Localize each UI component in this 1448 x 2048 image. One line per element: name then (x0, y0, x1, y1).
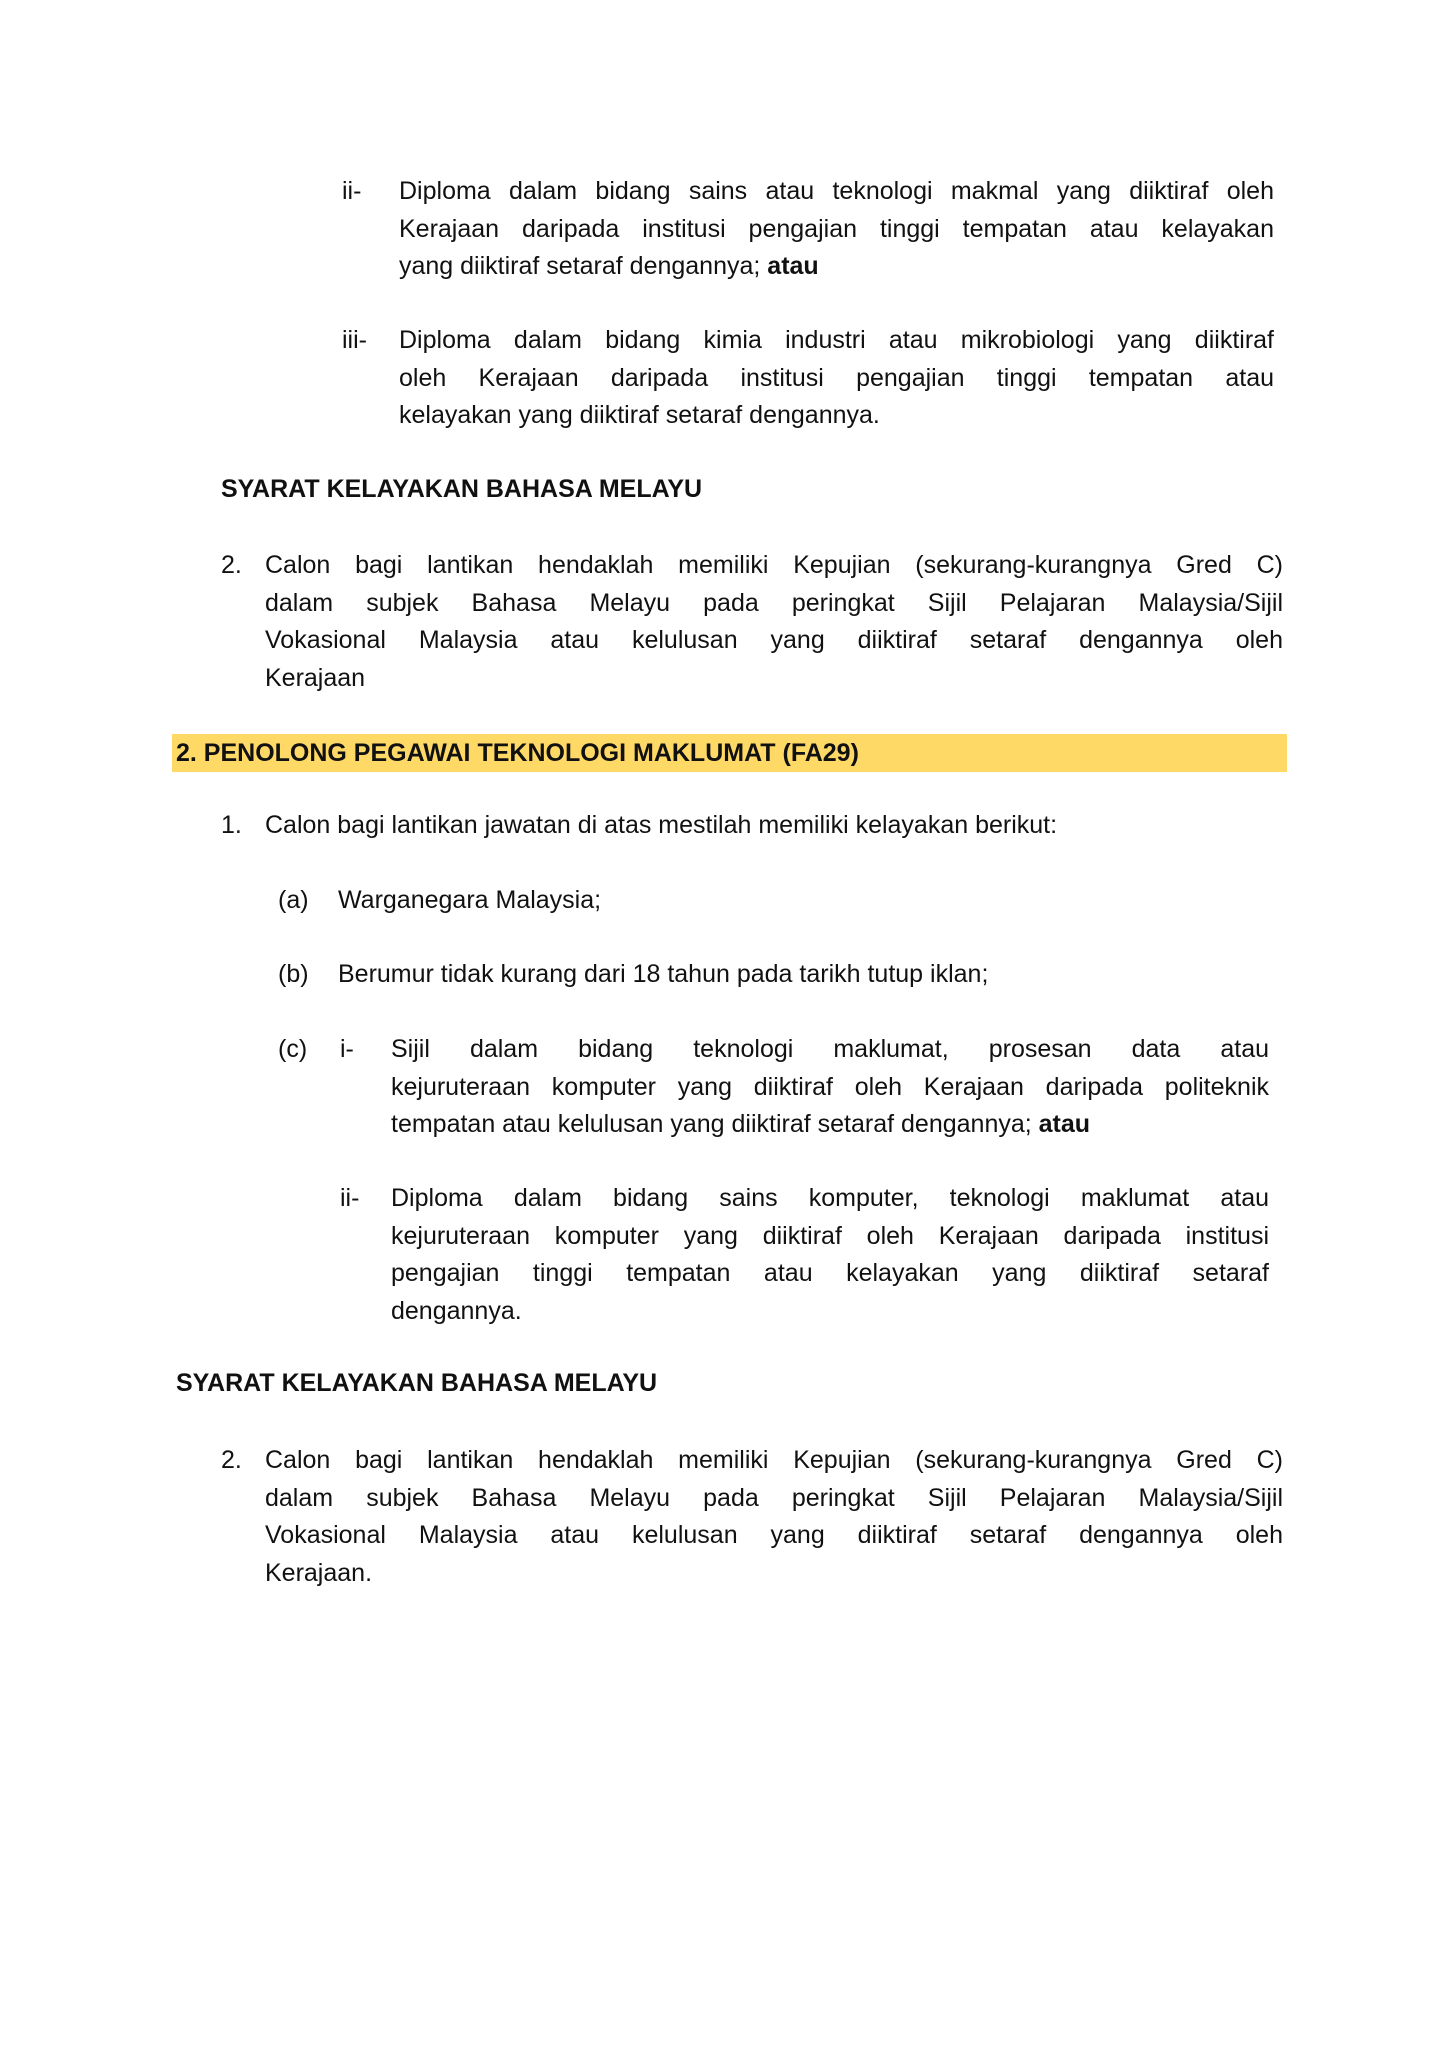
text-line-content: yang diiktiraf setaraf dengannya; (399, 252, 768, 280)
text-line: Kerajaan daripada institusi pengajian tinggi tempatan atau kelayakan (399, 214, 1274, 243)
paragraph-number: 2. (221, 1446, 242, 1474)
text-line: Calon bagi lantikan hendaklah memiliki Kepujian (sekurang-kurangnya Gred C) (265, 1446, 1283, 1474)
text-line: Diploma dalam bidang sains atau teknologi makmal yang diiktiraf oleh (399, 177, 1274, 205)
text-line: pengajian tinggi tempatan atau kelayakan yang diiktiraf setaraf (391, 1259, 1269, 1287)
text-line: dalam subjek Bahasa Melayu pada peringkat Sijil Pelajaran Malaysia/Sijil (265, 1483, 1283, 1512)
paragraph-number: 2. (221, 551, 242, 579)
text-line: kejuruteraan komputer yang diiktiraf oleh Kerajaan daripada politeknik (391, 1072, 1269, 1101)
text-line (391, 1106, 1269, 1144)
text-line: Calon bagi lantikan hendaklah memiliki Kepujian (sekurang-kurangnya Gred C) (265, 551, 1283, 579)
text-line: dalam subjek Bahasa Melayu pada peringkat Sijil Pelajaran Malaysia/Sijil (265, 588, 1283, 617)
item-a-text: Warganegara Malaysia; (338, 886, 602, 914)
item-label: iii- (342, 326, 367, 354)
text-line: dengannya. (391, 1296, 522, 1325)
text-line-content: tempatan atau kelulusan yang diiktiraf setaraf dengannya; (391, 1110, 1039, 1138)
paragraph-text: Calon bagi lantikan jawatan di atas mestilah memiliki kelayakan berikut: (265, 811, 1058, 839)
paragraph-text (265, 547, 1283, 697)
text-line: oleh Kerajaan daripada institusi pengajian tinggi tempatan atau (399, 363, 1274, 392)
paragraph-text (265, 1442, 1283, 1592)
bold-atau: atau (767, 252, 819, 280)
subitem-label: ii- (340, 1184, 360, 1212)
text-line (399, 248, 1274, 286)
item-label: ii- (342, 177, 362, 205)
item-label: (c) (278, 1035, 308, 1063)
paragraph-number: 1. (221, 811, 242, 839)
bold-atau: atau (1038, 1110, 1091, 1138)
text-line: Vokasional Malaysia atau kelulusan yang diiktiraf setaraf dengannya oleh (265, 626, 1283, 654)
item-b-text: Berumur tidak kurang dari 18 tahun pada tarikh tutup iklan; (338, 960, 989, 988)
section-heading: SYARAT KELAYAKAN BAHASA MELAYU (176, 1369, 658, 1397)
subitem-ii-text (391, 1180, 1269, 1330)
text-line: Vokasional Malaysia atau kelulusan yang diiktiraf setaraf dengannya oleh (265, 1521, 1283, 1549)
text-line: Diploma dalam bidang kimia industri atau mikrobiologi yang diiktiraf (399, 326, 1274, 354)
section-heading: SYARAT KELAYAKAN BAHASA MELAYU (221, 475, 703, 503)
item-ii-text (399, 173, 1274, 286)
text-line: Kerajaan (265, 663, 366, 692)
item-label: (a) (278, 886, 309, 914)
subitem-i-text (391, 1031, 1269, 1144)
text-line: Kerajaan. (265, 1558, 373, 1587)
text-line: Diploma dalam bidang sains komputer, teknologi maklumat atau (391, 1184, 1269, 1212)
item-label: (b) (278, 960, 309, 988)
text-line: kejuruteraan komputer yang diiktiraf oleh Kerajaan daripada institusi (391, 1221, 1269, 1250)
subitem-label: i- (340, 1035, 354, 1063)
section-title: 2. PENOLONG PEGAWAI TEKNOLOGI MAKLUMAT (FA29) (176, 739, 859, 767)
item-iii-text (399, 322, 1274, 435)
text-line: kelayakan yang diiktiraf setaraf dengannya. (399, 401, 880, 429)
text-line: Sijil dalam bidang teknologi maklumat, prosesan data atau (391, 1035, 1269, 1063)
